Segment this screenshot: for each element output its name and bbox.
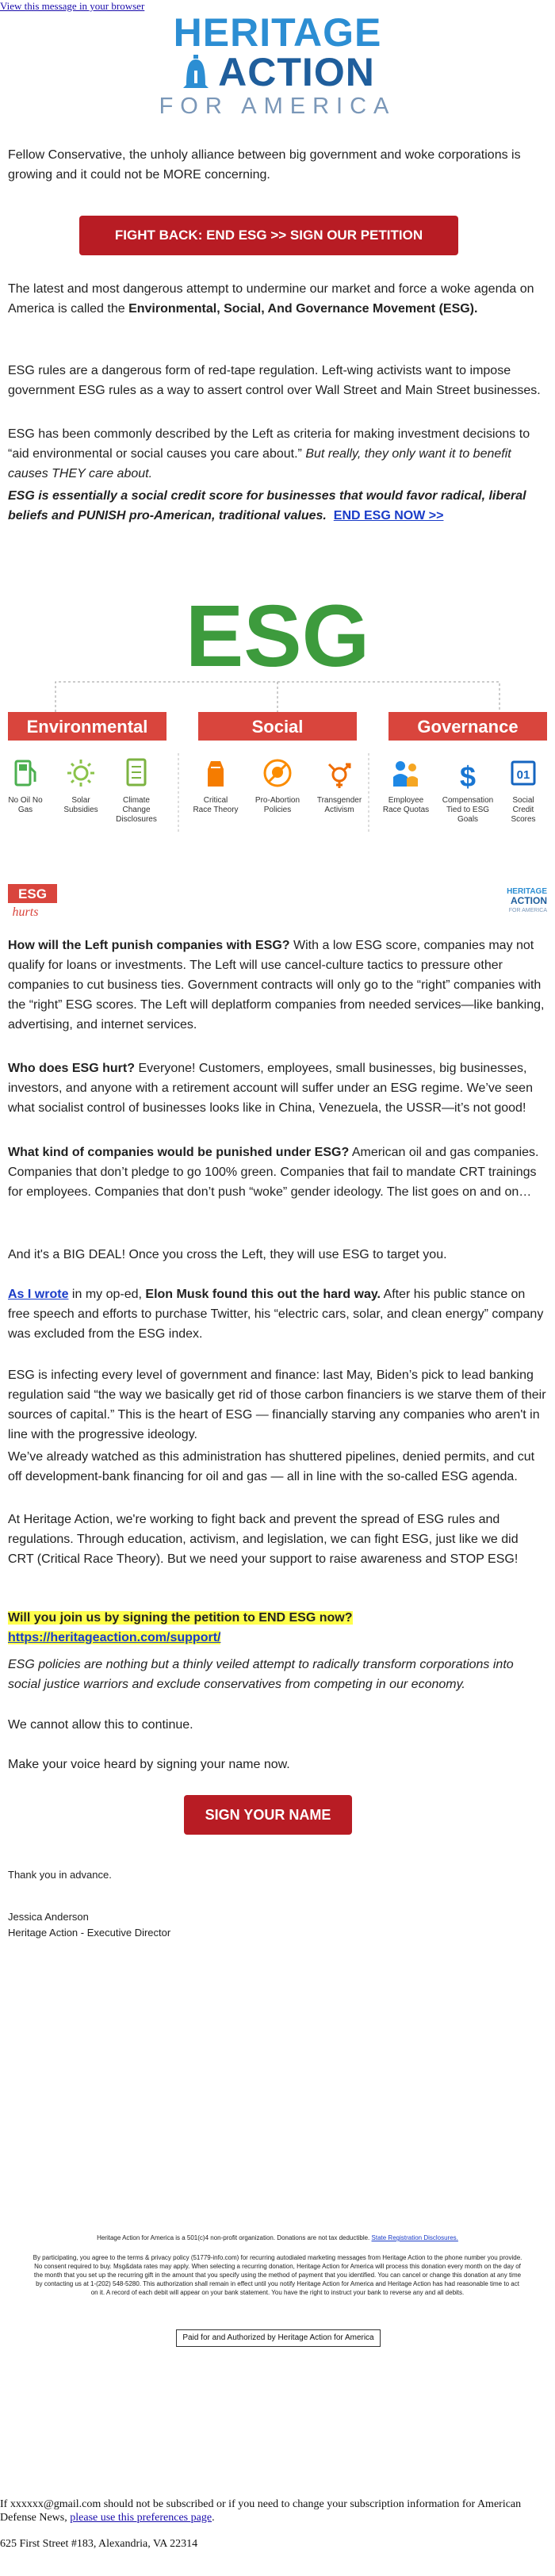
who-hurt-paragraph: Who does ESG hurt? Everyone! Customers, employees, small businesses, big businesses, investors, and anyone with a retirement account will suffer under an ESG regime. We’ve seen what socialist control of businesses looks like in China, Venezuela, the USSR—it’s not good! (8, 1062, 533, 1115)
esg-item-label: No Oil No Gas (8, 796, 43, 814)
social-credit-paragraph: ESG is essentially a social credit score for businesses that would favor radical, liberal beliefs and PUNISH pro-American, traditional values. END ESG NOW >> (8, 489, 526, 522)
support-url-link[interactable]: https://heritageaction.com/support/ (8, 1631, 221, 1644)
carbon-financiers-paragraph: ESG is infecting every level of government and finance: last May, Biden’s pick to lead banking regulation said “the way we basically get rid of those carbon financiers is we starve them of their sources of capital.” This is the heart of ESG — financially starving any companies who aren't in line with the progressive ideology. (8, 1368, 546, 1441)
esg-item-label: Climate Change Disclosures (116, 796, 157, 824)
esg-title: ESG (185, 588, 370, 685)
sign-your-name-button[interactable]: SIGN YOUR NAME (184, 1795, 352, 1835)
signature-name: Jessica Anderson (8, 1911, 89, 1923)
connector-lines (56, 682, 500, 712)
logo-line3: FOR AMERICA (159, 94, 396, 119)
logo-line1: HERITAGE (173, 10, 382, 55)
people-icon (393, 761, 418, 787)
column-dividers (178, 753, 369, 833)
make-voice-heard-paragraph: Make your voice heard by signing your name now. (8, 1758, 290, 1771)
companies-punished-paragraph: What kind of companies would be punished under ESG? American oil and gas companies. Companies that don’t pledge to go 100% green. Companies that fail to mandate CRT trainings for employees. Companies that don’t push “woke” gender ideology. The list goes on and on… (8, 1146, 539, 1199)
mini-heritage-logo (507, 887, 547, 913)
column-environmental: Environmental (26, 717, 148, 737)
subscription-notice: If xxxxxx@gmail.com should not be subscribed or if you need to change your subscription information for American Defense News, please use this preferences page. (0, 2498, 522, 2524)
view-in-browser-link[interactable]: View this message in your browser (0, 0, 145, 12)
esg-item-label: Transgender Activism (316, 796, 362, 814)
document-icon (128, 760, 145, 785)
esg-item-label: Compensation Tied to ESG Goals (442, 796, 494, 824)
nonprofit-notice: Heritage Action for America is a 501(c)4 non-profit organization. Donations are not tax deductible. State Registration Disclosures. (97, 2234, 458, 2241)
mini-logo-line2: ACTION (511, 895, 547, 906)
liberty-bell-icon (180, 55, 212, 90)
red-tape-paragraph: ESG rules are a dangerous form of red-tape regulation. Left-wing activists want to impose government ESG rules as a way to assert control over Wall Street and Main Street businesses. (8, 364, 541, 397)
esg-intro-paragraph: The latest and most dangerous attempt to undermine our market and force a woke agenda on America is called the Environmental, Social, And Governance Movement (ESG). (8, 282, 534, 316)
heritage-action-logo (0, 10, 555, 119)
end-esg-now-link[interactable]: END ESG NOW >> (333, 509, 444, 522)
mini-logo-line3: FOR AMERICA (508, 908, 547, 913)
dollar-icon (460, 760, 476, 793)
legal-disclaimer: By participating, you agree to the terms & privacy policy (51779-info.com) for recurring autodialed marketing messages from Heritage Action to the phone number you provide. No consent required to buy. Msg&data rates may apply. When selecting a recurring donation, Heritage Action for America will process this donation every month on the day of the month that you set up the recurring gift in the amount that you specify using the method of payment that you identified. You can cancel or change this donation at any time by contacting us at 1-(202) 548-5280. This authorization shall remain in effect until you notify Heritage Action for America and Heritage Action has had reasonable time to act on it. A record of each debit will appear on your bank statement. You have the right to instruct your bank to reverse any and all debits. (33, 2254, 522, 2296)
elon-musk-paragraph: As I wrote in my op-ed, Elon Musk found this out the hard way. After his public stance on free speech and efforts to purchase Twitter, his “electric cars, solar, and clean energy” company was excluded from the ESG index. (8, 1288, 544, 1341)
big-deal-paragraph: And it's a BIG DEAL! Once you cross the Left, they will use ESG to target you. (8, 1248, 447, 1261)
intro-paragraph: Fellow Conservative, the unholy alliance between big government and woke corporations is growing and it could not be MORE concerning. (8, 148, 521, 182)
esg-item-label: Social Credit Scores (511, 796, 536, 824)
punish-paragraph: How will the Left punish companies with ESG? With a low ESG score, companies may not qualify for loans or investments. The Left will use cancel-culture tactics to pressure other companies to cut business ties. Government contracts will only go to the “right” companies with the “right” ESG scores. The Left will deplatform companies from needed services—like banking, advertising, and internet services. (8, 939, 545, 1032)
join-petition-paragraph: Will you join us by signing the petition to END ESG now? https://heritageaction.com/support/ (8, 1611, 353, 1644)
esg-item-label: Solar Subsidies (63, 796, 98, 814)
esg-hurts-badge (8, 884, 57, 919)
svg-text:01: 01 (516, 768, 530, 782)
badge-line2: hurts (12, 905, 39, 919)
column-governance: Governance (417, 717, 519, 737)
preferences-link[interactable]: please use this preferences page (70, 2512, 212, 2524)
raised-fist-icon (208, 761, 224, 787)
esg-item-label: Critical Race Theory (193, 796, 239, 814)
mini-logo-line1: HERITAGE (507, 887, 547, 896)
svg-text:$: $ (459, 760, 477, 793)
transgender-symbol-icon (329, 764, 350, 788)
score-box-icon (512, 762, 534, 784)
thinly-veiled-paragraph: ESG policies are nothing but a thinly veiled attempt to radically transform corporations into social justice warriors and exclude conservatives from competing in our economy. (8, 1658, 514, 1691)
esg-item-label: Employee Race Quotas (382, 796, 430, 814)
mailing-address: 625 First Street #183, Alexandria, VA 22314 (0, 2538, 198, 2550)
esg-infographic (8, 579, 547, 920)
prohibited-baby-icon (265, 760, 290, 786)
thanks-text: Thank you in advance. (8, 1869, 112, 1881)
as-i-wrote-link[interactable]: As I wrote (8, 1288, 69, 1301)
signature-title: Heritage Action - Executive Director (8, 1927, 171, 1939)
sun-icon (67, 760, 94, 787)
cannot-allow-paragraph: We cannot allow this to continue. (8, 1718, 193, 1732)
state-registration-link[interactable]: State Registration Disclosures. (371, 2234, 458, 2241)
heritage-fight-paragraph: At Heritage Action, we're working to fight back and prevent the spread of ESG rules and regulations. Through education, activism, and legislation, we can fight ESG, just like we did CRT (Critical Race Theory). But we need your support to raise awareness and STOP ESG! (8, 1513, 519, 1566)
pipelines-paragraph: We’ve already watched as this administration has shuttered pipelines, denied permits, and cut off development-bank financing for oil and gas — all in line with the so-called ESG agenda. (8, 1450, 535, 1483)
badge-line1: ESG (18, 886, 47, 901)
paid-for-box: Paid for and Authorized by Heritage Action for America (176, 2329, 381, 2347)
criteria-paragraph: ESG has been commonly described by the Left as criteria for making investment decisions to “aid environmental or social causes you care about.” But really, they only want it to benefit causes THEY care about. (8, 427, 530, 480)
gas-pump-icon (16, 761, 35, 785)
logo-line2: ACTION (218, 50, 375, 94)
petition-button[interactable]: FIGHT BACK: END ESG >> SIGN OUR PETITION (79, 216, 458, 255)
esg-item-label: Pro-Abortion Policies (255, 796, 300, 814)
column-social: Social (251, 717, 304, 737)
